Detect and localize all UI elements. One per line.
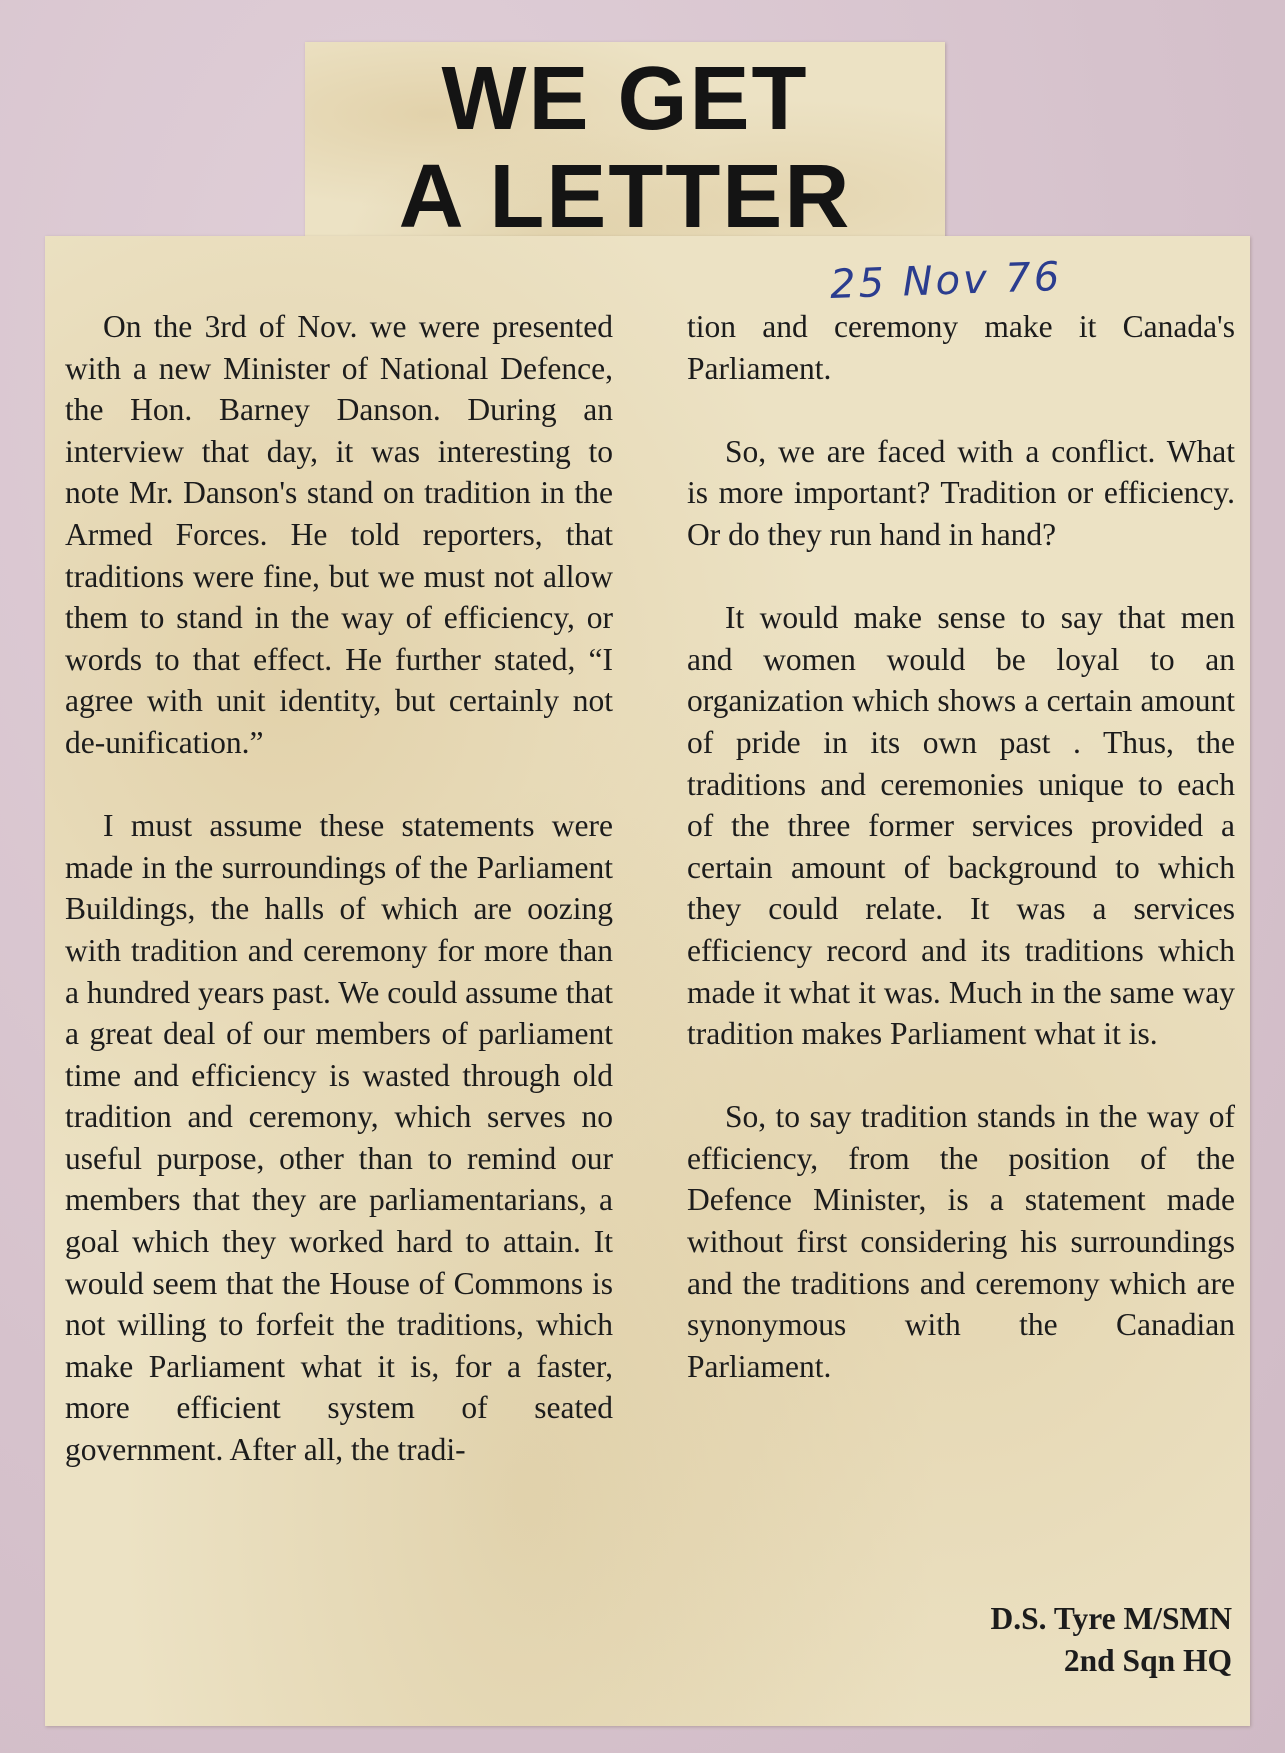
signature-block [687, 1598, 1232, 1681]
headline [305, 50, 945, 246]
paragraph: So, we are faced with a conflict. What is more important? Tradition or efficiency. Or do they run hand in hand? [687, 433, 1235, 552]
right-column [687, 306, 1235, 1387]
paragraph-continuation: tion and ceremony make it Canada's Parliament. [687, 309, 1235, 386]
paragraph: On the 3rd of Nov. we were presented with a new Minister of National Defence, the Hon. Barney Danson. During an interview that day, it was interesting to note Mr. Danson's stand on tradition in the Armed Forces. He told reporters, that traditions were fine, but we must not allow them to stand in the way of efficiency, or words to that effect. He further stated, “I agree with unit identity, but certainly not de-unification.” [65, 309, 613, 760]
left-column [65, 306, 613, 1471]
headline-line-1: WE GET [441, 49, 809, 149]
paragraph: So, to say tradition stands in the way of efficiency, from the position of the Defence Minister, is a statement made without first considering his surroundings and the traditions and ceremony which are synonymous with the Canadian Parliament. [687, 1099, 1235, 1384]
handwritten-date: 25 Nov 76 [829, 253, 1064, 309]
author-unit: 2nd Sqn HQ [1063, 1642, 1232, 1678]
author-name: D.S. Tyre M/SMN [990, 1601, 1232, 1636]
headline-line-2: A LETTER [398, 147, 852, 247]
paragraph: I must assume these statements were made in the surroundings of the Parliament Buildings, the halls of which are oozing with tradition and ceremony for more than a hundred years past. We could assume that a great deal of our members of parliament time and efficiency is wasted through old tradition and ceremony, which serves no useful purpose, other than to remind our members that they are parliamentarians, a goal which they worked hard to attain. It would seem that the House of Commons is not willing to forfeit the traditions, which make Parliament what it is, for a faster, more efficient system of seated government. After all, the tradi- [65, 808, 613, 1468]
paragraph: It would make sense to say that men and women would be loyal to an organization which shows a certain amount of pride in its own past . Thus, the traditions and ceremonies unique to each of the three former services provided a certain amount of background to which they could relate. It was a services efficiency record and its traditions which made it what it was. Much in the same way tradition makes Parliament what it is. [687, 600, 1235, 1052]
